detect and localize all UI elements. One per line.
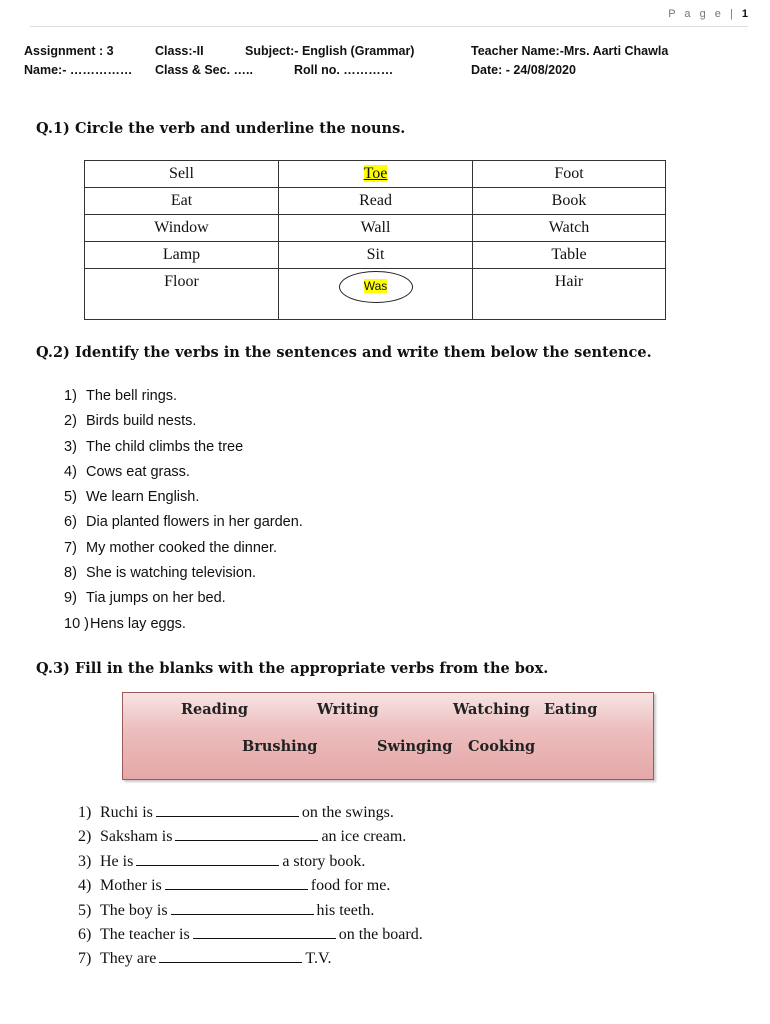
item-text-after: on the board. <box>338 925 423 943</box>
table-cell: Floor <box>85 269 279 320</box>
blank-line[interactable] <box>165 874 308 890</box>
blank-line[interactable] <box>136 850 279 866</box>
item-number: 3) <box>78 852 92 870</box>
item-text-before: They are <box>100 950 157 968</box>
circled-verb-text: Was <box>363 279 388 293</box>
item-text: Dia planted flowers in her garden. <box>86 514 303 531</box>
item-text-before: The boy is <box>100 901 168 919</box>
roll-number-label: Roll no. ………… <box>294 63 394 77</box>
item-number: 6) <box>64 514 77 531</box>
item-number: 1) <box>64 388 77 404</box>
verb-word: Eating <box>544 701 598 718</box>
item-number: 10 ) <box>64 615 89 632</box>
blank-line[interactable] <box>159 947 302 963</box>
table-cell: Sell <box>85 161 279 188</box>
question-1-heading: Q.1) Circle the verb and underline the nouns. <box>36 120 406 137</box>
blank-line[interactable] <box>175 825 318 841</box>
table-row <box>85 188 666 215</box>
list-item <box>64 537 303 562</box>
item-number: 2) <box>78 828 92 846</box>
item-number: 4) <box>64 463 77 480</box>
item-text-after: a story book. <box>282 852 366 870</box>
table-cell: Watch <box>473 215 666 242</box>
table-cell: Table <box>473 242 666 269</box>
verb-word: Cooking <box>468 738 536 755</box>
page-label: P a g e <box>668 8 724 20</box>
item-number: 7) <box>64 539 77 556</box>
table-cell: Lamp <box>85 242 279 269</box>
table-cell <box>279 269 473 320</box>
list-item <box>64 562 303 587</box>
class-section-label: Class & Sec. ….. <box>155 63 253 77</box>
blank-line[interactable] <box>156 801 299 817</box>
table-cell <box>279 161 473 188</box>
teacher-label: Teacher Name:-Mrs. Aarti Chawla <box>471 44 669 58</box>
item-text: Hens lay eggs. <box>90 615 186 632</box>
verb-word: Brushing <box>242 738 318 755</box>
item-text: She is watching television. <box>86 565 257 582</box>
date-label: Date: - 24/08/2020 <box>471 63 576 77</box>
subject-label: Subject:- English (Grammar) <box>245 44 415 58</box>
item-text-after: his teeth. <box>316 901 375 919</box>
item-number: 6) <box>78 925 92 943</box>
assignment-label: Assignment : 3 <box>24 44 114 58</box>
question-3-heading: Q.3) Fill in the blanks with the appropriate verbs from the box. <box>36 660 549 677</box>
table-row <box>85 269 666 320</box>
circled-verb <box>339 271 413 303</box>
list-item <box>64 385 303 410</box>
table-cell: Book <box>473 188 666 215</box>
page-number-value: 1 <box>741 8 748 20</box>
verb-word: Swinging <box>377 738 453 755</box>
table-row <box>85 161 666 188</box>
list-item <box>64 486 303 511</box>
item-text: We learn English. <box>86 489 200 506</box>
list-item <box>78 825 423 849</box>
item-text: Birds build nests. <box>86 413 197 430</box>
list-item <box>64 461 303 486</box>
blank-line[interactable] <box>171 899 314 915</box>
item-number: 4) <box>78 877 92 895</box>
item-text-before: Mother is <box>100 877 162 895</box>
list-item <box>64 410 303 435</box>
item-text: The child climbs the tree <box>86 438 244 455</box>
list-item <box>64 587 303 612</box>
list-item <box>78 899 423 923</box>
table-cell: Window <box>85 215 279 242</box>
verb-word: Writing <box>317 701 379 718</box>
page-separator: | <box>729 8 736 20</box>
item-text-after: on the swings. <box>301 804 394 821</box>
item-text-before: The teacher is <box>100 925 190 943</box>
verb-word: Reading <box>181 701 248 718</box>
fill-blank-list <box>78 801 423 972</box>
list-item <box>78 874 423 898</box>
class-label: Class:-II <box>155 44 204 58</box>
sentence-list <box>64 385 303 638</box>
list-item <box>64 436 303 461</box>
item-number: 7) <box>78 950 92 968</box>
item-number: 9) <box>64 590 77 607</box>
page-number <box>668 8 748 20</box>
item-number: 3) <box>64 438 77 455</box>
item-number: 5) <box>78 901 92 919</box>
list-item <box>78 923 423 947</box>
verb-word-box <box>122 692 654 780</box>
item-number: 5) <box>64 489 77 506</box>
item-number: 8) <box>64 565 77 582</box>
table-cell: Sit <box>279 242 473 269</box>
table-cell: Wall <box>279 215 473 242</box>
list-item <box>78 801 423 825</box>
item-text: The bell rings. <box>86 388 178 404</box>
table-cell: Hair <box>473 269 666 320</box>
item-text: Cows eat grass. <box>86 463 190 480</box>
table-cell: Eat <box>85 188 279 215</box>
item-text-before: Ruchi is <box>100 804 153 821</box>
item-text-before: Saksham is <box>100 828 173 846</box>
blank-line[interactable] <box>193 923 336 939</box>
list-item <box>64 511 303 536</box>
item-text-after: food for me. <box>310 877 391 895</box>
header-rule <box>30 26 748 27</box>
item-text: Tia jumps on her bed. <box>86 590 226 607</box>
verb-word: Watching <box>453 701 530 718</box>
table-row <box>85 215 666 242</box>
noun-verb-table <box>84 160 666 320</box>
list-item <box>78 947 423 971</box>
item-number: 1) <box>78 804 92 821</box>
table-cell: Read <box>279 188 473 215</box>
list-item <box>78 850 423 874</box>
item-text-after: T.V. <box>305 950 332 968</box>
item-text: My mother cooked the dinner. <box>86 539 278 556</box>
item-number: 2) <box>64 413 77 430</box>
list-item <box>64 613 303 638</box>
table-cell: Foot <box>473 161 666 188</box>
item-text-after: an ice cream. <box>321 828 407 846</box>
name-label: Name:- …………… <box>24 63 133 77</box>
table-row <box>85 242 666 269</box>
item-text-before: He is <box>100 852 134 870</box>
highlighted-word: Toe <box>363 165 388 182</box>
question-2-heading: Q.2) Identify the verbs in the sentences and write them below the sentence. <box>36 344 652 361</box>
